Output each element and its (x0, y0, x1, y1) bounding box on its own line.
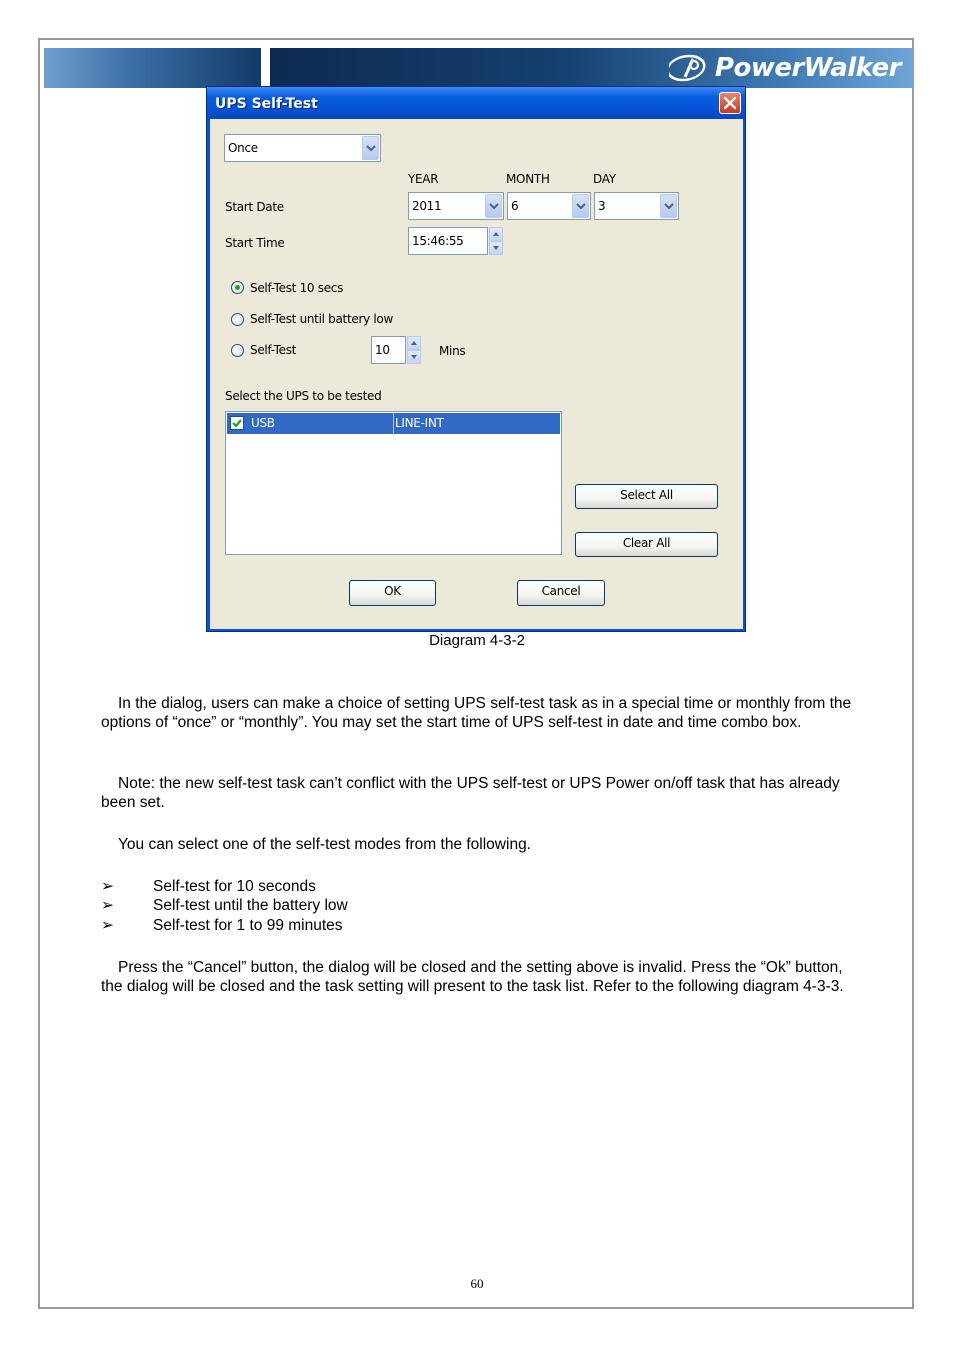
paragraph-buttons: Press the “Cancel” button, the dialog will be closed and the setting above is invalid. Press the “Ok” button, the dialog will be closed and the task setting will present to the task list. Refer to the following diagram 4-3-3. (101, 959, 844, 996)
ups-self-test-dialog (206, 86, 746, 632)
banner-divider (261, 48, 270, 88)
radio-self-test-minutes-label[interactable]: Self-Test (250, 343, 297, 357)
powerwalker-logo (669, 53, 901, 83)
radio-self-test-minutes[interactable] (231, 344, 244, 357)
chevron-down-icon (489, 203, 499, 211)
checkmark-icon (231, 417, 243, 429)
day-select-value: 3 (598, 199, 606, 213)
banner-tick (264, 76, 267, 82)
chevron-down-icon (576, 203, 586, 211)
radio-self-test-10-secs-label[interactable]: Self-Test 10 secs (250, 281, 344, 295)
radio-self-test-10-secs[interactable] (231, 281, 244, 294)
clear-all-button[interactable] (575, 532, 718, 557)
start-date-label: Start Date (225, 200, 284, 214)
day-dropdown-button[interactable] (660, 194, 677, 218)
banner-left-band (44, 48, 261, 88)
minutes-value: 10 (375, 343, 390, 357)
arrow-down-icon (490, 242, 502, 254)
year-select-value: 2011 (412, 199, 442, 213)
close-button[interactable] (719, 92, 741, 114)
dialog-client-area (210, 119, 743, 629)
diagram-caption: Diagram 4-3-2 (429, 632, 525, 649)
ups-row-name: USB (251, 416, 275, 430)
cancel-button-label: Cancel (541, 584, 581, 598)
banner-right-band (270, 48, 913, 88)
start-time-value: 15:46:55 (412, 234, 464, 248)
select-all-button-label: Select All (620, 488, 673, 502)
schedule-select-value: Once (228, 141, 258, 155)
dialog-titlebar[interactable] (207, 87, 745, 119)
chevron-down-icon (366, 145, 376, 153)
logo-text: PowerWalker (714, 53, 901, 83)
start-time-field[interactable] (408, 227, 488, 255)
ok-button[interactable] (349, 580, 436, 606)
day-label: DAY (593, 172, 616, 186)
bullet-text: Self-test for 1 to 99 minutes (153, 917, 343, 934)
bullet-arrow-icon: ➢ (101, 917, 114, 934)
minutes-spin-up[interactable] (407, 336, 421, 350)
paragraph-note: Note: the new self-test task can’t conflict with the UPS self-test or UPS Power on/off task that has already been set. (101, 775, 840, 812)
arrow-down-icon (408, 351, 420, 363)
minutes-field[interactable] (371, 336, 406, 364)
minutes-unit-label: Mins (439, 344, 466, 358)
arrow-up-icon (408, 337, 420, 349)
clear-all-button-label: Clear All (622, 536, 671, 550)
radio-self-test-battery-low-label[interactable]: Self-Test until battery low (250, 312, 393, 326)
paragraph-modes-intro: You can select one of the self-test modes from the following. (118, 836, 531, 853)
day-select[interactable] (594, 192, 679, 220)
schedule-select[interactable] (224, 134, 381, 162)
bullet-arrow-icon: ➢ (101, 878, 114, 895)
ups-list-row[interactable] (227, 413, 560, 434)
arrow-up-icon (490, 228, 502, 240)
bullet-arrow-icon: ➢ (101, 897, 114, 914)
start-time-spin-down[interactable] (489, 241, 503, 255)
ups-row-type: LINE-INT (395, 416, 444, 430)
cancel-button[interactable] (517, 580, 605, 606)
month-dropdown-button[interactable] (572, 194, 589, 218)
ok-button-label: OK (384, 584, 401, 598)
radio-selected-dot (235, 285, 240, 290)
bullet-text: Self-test for 10 seconds (153, 878, 316, 895)
bullet-text: Self-test until the battery low (153, 897, 348, 914)
year-dropdown-button[interactable] (485, 194, 502, 218)
page-number: 60 (470, 1276, 484, 1291)
minutes-spin-down[interactable] (407, 350, 421, 364)
schedule-dropdown-button[interactable] (362, 136, 379, 160)
year-select[interactable] (408, 192, 504, 220)
select-all-button[interactable] (575, 484, 718, 509)
logo-mark-icon (669, 53, 711, 83)
chevron-down-icon (664, 203, 674, 211)
column-separator (393, 413, 394, 434)
close-icon (720, 93, 740, 113)
start-time-label: Start Time (225, 236, 285, 250)
ups-listbox[interactable] (225, 411, 562, 555)
month-select[interactable] (507, 192, 591, 220)
paragraph-intro: In the dialog, users can make a choice of setting UPS self-test task as in a special time or monthly from the options of “once” or “monthly”. You may set the start time of UPS self-test in date and time combo box. (101, 695, 852, 732)
radio-self-test-battery-low[interactable] (231, 313, 244, 326)
ups-list-label: Select the UPS to be tested (225, 389, 382, 403)
year-label: YEAR (408, 172, 439, 186)
dialog-title: UPS Self-Test (215, 96, 318, 112)
month-label: MONTH (506, 172, 550, 186)
ups-row-checkbox[interactable] (230, 416, 244, 430)
start-time-spin-up[interactable] (489, 227, 503, 241)
header-banner (44, 48, 913, 88)
month-select-value: 6 (511, 199, 519, 213)
